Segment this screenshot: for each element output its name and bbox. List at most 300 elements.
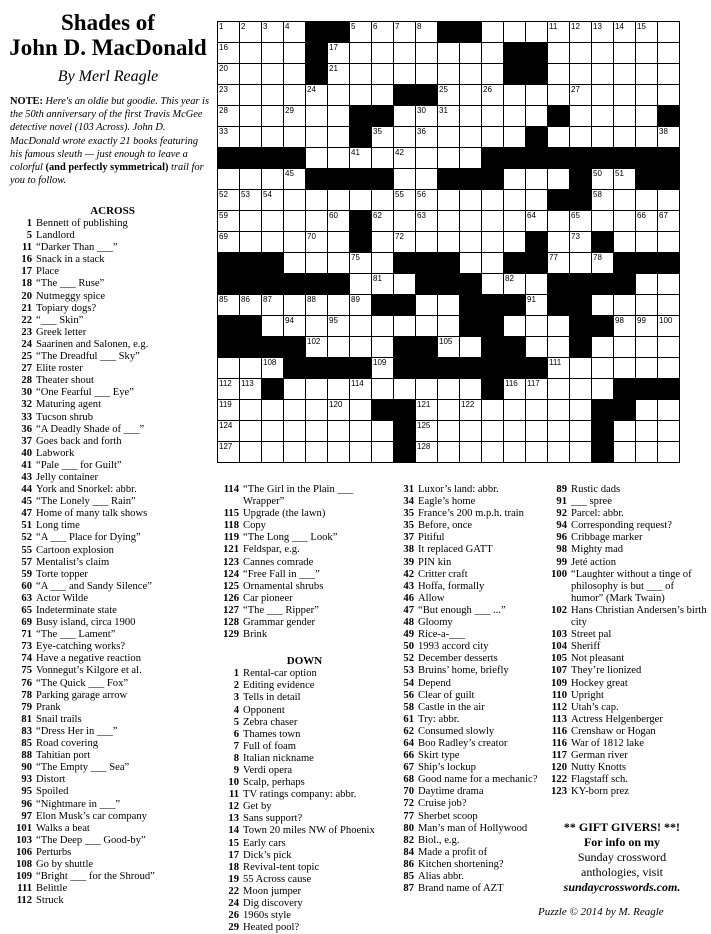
grid-cell[interactable] xyxy=(438,190,460,211)
grid-cell[interactable] xyxy=(372,274,394,295)
grid-cell[interactable] xyxy=(548,211,570,232)
across-clue[interactable] xyxy=(217,617,392,629)
grid-cell[interactable] xyxy=(460,190,482,211)
across-clue[interactable] xyxy=(10,786,215,798)
grid-cell[interactable] xyxy=(328,43,350,64)
grid-cell[interactable] xyxy=(482,253,504,274)
grid-cell[interactable] xyxy=(372,22,394,43)
down-clue[interactable] xyxy=(217,874,392,886)
grid-cell[interactable] xyxy=(306,442,328,463)
grid-cell[interactable] xyxy=(350,337,372,358)
grid-cell[interactable] xyxy=(284,316,306,337)
across-clue[interactable] xyxy=(10,859,215,871)
across-clue[interactable] xyxy=(10,726,215,738)
grid-cell[interactable] xyxy=(350,421,372,442)
down-clue[interactable] xyxy=(545,544,708,556)
grid-cell[interactable] xyxy=(438,211,460,232)
down-clue[interactable] xyxy=(392,750,542,762)
grid-cell[interactable] xyxy=(592,169,614,190)
grid-cell[interactable] xyxy=(328,379,350,400)
across-clue[interactable] xyxy=(217,569,392,581)
grid-cell[interactable] xyxy=(504,22,526,43)
grid-cell[interactable] xyxy=(240,358,262,379)
across-clue[interactable] xyxy=(217,520,392,532)
across-clue[interactable] xyxy=(10,823,215,835)
grid-cell[interactable] xyxy=(240,64,262,85)
across-clue[interactable] xyxy=(10,496,215,508)
across-clue[interactable] xyxy=(10,532,215,544)
grid-cell[interactable] xyxy=(482,106,504,127)
grid-cell[interactable] xyxy=(394,190,416,211)
grid-cell[interactable] xyxy=(592,190,614,211)
grid-cell[interactable] xyxy=(482,421,504,442)
grid-cell[interactable] xyxy=(372,379,394,400)
grid-cell[interactable] xyxy=(328,421,350,442)
grid-cell[interactable] xyxy=(262,106,284,127)
grid-cell[interactable] xyxy=(416,190,438,211)
grid-cell[interactable] xyxy=(350,64,372,85)
down-clue[interactable] xyxy=(392,798,542,810)
grid-cell[interactable] xyxy=(460,85,482,106)
across-clue[interactable] xyxy=(10,375,215,387)
grid-cell[interactable] xyxy=(658,64,680,85)
grid-cell[interactable] xyxy=(526,190,548,211)
grid-cell[interactable] xyxy=(482,85,504,106)
across-clue[interactable] xyxy=(10,714,215,726)
down-clue[interactable] xyxy=(545,702,708,714)
grid-cell[interactable] xyxy=(504,85,526,106)
grid-cell[interactable] xyxy=(614,22,636,43)
grid-cell[interactable] xyxy=(614,421,636,442)
grid-cell[interactable] xyxy=(548,337,570,358)
grid-cell[interactable] xyxy=(416,22,438,43)
grid-cell[interactable] xyxy=(636,421,658,442)
grid-cell[interactable] xyxy=(658,358,680,379)
grid-cell[interactable] xyxy=(416,316,438,337)
grid-cell[interactable] xyxy=(284,211,306,232)
grid-cell[interactable] xyxy=(394,232,416,253)
grid-cell[interactable] xyxy=(350,379,372,400)
grid-cell[interactable] xyxy=(306,232,328,253)
grid-cell[interactable] xyxy=(636,127,658,148)
grid-cell[interactable] xyxy=(614,232,636,253)
grid-cell[interactable] xyxy=(372,43,394,64)
down-clue[interactable] xyxy=(392,714,542,726)
grid-cell[interactable] xyxy=(570,400,592,421)
grid-cell[interactable] xyxy=(460,127,482,148)
grid-cell[interactable] xyxy=(218,400,240,421)
down-clue[interactable] xyxy=(392,605,542,617)
grid-cell[interactable] xyxy=(636,274,658,295)
grid-cell[interactable] xyxy=(460,43,482,64)
across-clue[interactable] xyxy=(10,605,215,617)
grid-cell[interactable] xyxy=(218,22,240,43)
across-clue[interactable] xyxy=(217,508,392,520)
across-clue[interactable] xyxy=(10,617,215,629)
down-clue[interactable] xyxy=(392,532,542,544)
down-clue[interactable] xyxy=(392,847,542,859)
grid-cell[interactable] xyxy=(416,211,438,232)
grid-cell[interactable] xyxy=(570,106,592,127)
down-clue[interactable] xyxy=(392,557,542,569)
grid-cell[interactable] xyxy=(548,22,570,43)
grid-cell[interactable] xyxy=(614,442,636,463)
down-clue[interactable] xyxy=(545,484,708,496)
grid-cell[interactable] xyxy=(460,106,482,127)
grid-cell[interactable] xyxy=(372,358,394,379)
grid-cell[interactable] xyxy=(526,22,548,43)
grid-cell[interactable] xyxy=(284,85,306,106)
grid-cell[interactable] xyxy=(592,358,614,379)
grid-cell[interactable] xyxy=(614,85,636,106)
grid-cell[interactable] xyxy=(372,190,394,211)
down-clue[interactable] xyxy=(545,569,708,605)
grid-cell[interactable] xyxy=(350,295,372,316)
grid-cell[interactable] xyxy=(328,106,350,127)
grid-cell[interactable] xyxy=(328,442,350,463)
grid-cell[interactable] xyxy=(372,316,394,337)
grid-cell[interactable] xyxy=(350,85,372,106)
down-clue[interactable] xyxy=(217,813,392,825)
across-clue[interactable] xyxy=(10,387,215,399)
across-clue[interactable] xyxy=(10,653,215,665)
grid-cell[interactable] xyxy=(394,169,416,190)
grid-cell[interactable] xyxy=(262,442,284,463)
grid-cell[interactable] xyxy=(548,232,570,253)
grid-cell[interactable] xyxy=(240,400,262,421)
grid-cell[interactable] xyxy=(438,148,460,169)
grid-cell[interactable] xyxy=(262,421,284,442)
grid-cell[interactable] xyxy=(416,127,438,148)
grid-cell[interactable] xyxy=(460,442,482,463)
across-clue[interactable] xyxy=(217,484,392,508)
across-clue[interactable] xyxy=(10,895,215,907)
grid-cell[interactable] xyxy=(218,169,240,190)
across-clue[interactable] xyxy=(10,242,215,254)
across-clue[interactable] xyxy=(10,399,215,411)
grid-cell[interactable] xyxy=(658,316,680,337)
grid-cell[interactable] xyxy=(218,379,240,400)
grid-cell[interactable] xyxy=(416,379,438,400)
grid-cell[interactable] xyxy=(504,400,526,421)
grid-cell[interactable] xyxy=(658,22,680,43)
grid-cell[interactable] xyxy=(416,43,438,64)
grid-cell[interactable] xyxy=(614,169,636,190)
grid-cell[interactable] xyxy=(240,442,262,463)
grid-cell[interactable] xyxy=(548,85,570,106)
grid-cell[interactable] xyxy=(460,400,482,421)
down-clue[interactable] xyxy=(217,777,392,789)
grid-cell[interactable] xyxy=(548,316,570,337)
grid-cell[interactable] xyxy=(526,274,548,295)
grid-cell[interactable] xyxy=(504,421,526,442)
grid-cell[interactable] xyxy=(504,379,526,400)
grid-cell[interactable] xyxy=(504,190,526,211)
down-clue[interactable] xyxy=(545,508,708,520)
down-clue[interactable] xyxy=(545,665,708,677)
across-clue[interactable] xyxy=(217,629,392,641)
grid-cell[interactable] xyxy=(438,43,460,64)
grid-cell[interactable] xyxy=(570,421,592,442)
grid-cell[interactable] xyxy=(394,316,416,337)
across-clue[interactable] xyxy=(10,811,215,823)
grid-cell[interactable] xyxy=(372,85,394,106)
grid-cell[interactable] xyxy=(372,337,394,358)
grid-cell[interactable] xyxy=(328,211,350,232)
grid-cell[interactable] xyxy=(482,400,504,421)
down-clue[interactable] xyxy=(217,801,392,813)
grid-cell[interactable] xyxy=(548,400,570,421)
down-clue[interactable] xyxy=(217,922,392,934)
grid-cell[interactable] xyxy=(240,22,262,43)
grid-cell[interactable] xyxy=(614,106,636,127)
grid-cell[interactable] xyxy=(284,169,306,190)
across-clue[interactable] xyxy=(10,278,215,290)
grid-cell[interactable] xyxy=(460,148,482,169)
grid-cell[interactable] xyxy=(416,442,438,463)
grid-cell[interactable] xyxy=(658,295,680,316)
grid-cell[interactable] xyxy=(350,400,372,421)
grid-cell[interactable] xyxy=(262,400,284,421)
grid-cell[interactable] xyxy=(548,253,570,274)
across-clue[interactable] xyxy=(10,762,215,774)
grid-cell[interactable] xyxy=(570,379,592,400)
down-clue[interactable] xyxy=(392,811,542,823)
grid-cell[interactable] xyxy=(526,295,548,316)
grid-cell[interactable] xyxy=(592,106,614,127)
grid-cell[interactable] xyxy=(592,211,614,232)
across-clue[interactable] xyxy=(217,557,392,569)
down-clue[interactable] xyxy=(545,496,708,508)
grid-cell[interactable] xyxy=(394,127,416,148)
down-clue[interactable] xyxy=(545,738,708,750)
grid-cell[interactable] xyxy=(482,442,504,463)
grid-cell[interactable] xyxy=(328,253,350,274)
grid-cell[interactable] xyxy=(218,190,240,211)
grid-cell[interactable] xyxy=(636,400,658,421)
grid-cell[interactable] xyxy=(262,295,284,316)
grid-cell[interactable] xyxy=(394,43,416,64)
grid-cell[interactable] xyxy=(416,169,438,190)
down-clue[interactable] xyxy=(392,835,542,847)
down-clue[interactable] xyxy=(392,629,542,641)
grid-cell[interactable] xyxy=(438,379,460,400)
grid-cell[interactable] xyxy=(218,64,240,85)
across-clue[interactable] xyxy=(10,424,215,436)
grid-cell[interactable] xyxy=(636,316,658,337)
grid-cell[interactable] xyxy=(548,127,570,148)
down-clue[interactable] xyxy=(545,786,708,798)
grid-cell[interactable] xyxy=(306,253,328,274)
grid-cell[interactable] xyxy=(482,232,504,253)
grid-cell[interactable] xyxy=(658,190,680,211)
grid-cell[interactable] xyxy=(262,232,284,253)
across-clue[interactable] xyxy=(10,799,215,811)
grid-cell[interactable] xyxy=(636,442,658,463)
grid-cell[interactable] xyxy=(570,253,592,274)
grid-cell[interactable] xyxy=(482,127,504,148)
grid-cell[interactable] xyxy=(284,379,306,400)
grid-cell[interactable] xyxy=(526,400,548,421)
grid-cell[interactable] xyxy=(526,379,548,400)
grid-cell[interactable] xyxy=(306,148,328,169)
grid-cell[interactable] xyxy=(504,442,526,463)
across-clue[interactable] xyxy=(10,254,215,266)
grid-cell[interactable] xyxy=(570,211,592,232)
grid-cell[interactable] xyxy=(416,421,438,442)
down-clue[interactable] xyxy=(392,665,542,677)
grid-cell[interactable] xyxy=(636,295,658,316)
grid-cell[interactable] xyxy=(438,85,460,106)
down-clue[interactable] xyxy=(545,520,708,532)
grid-cell[interactable] xyxy=(394,274,416,295)
grid-cell[interactable] xyxy=(328,190,350,211)
grid-cell[interactable] xyxy=(218,232,240,253)
grid-cell[interactable] xyxy=(328,316,350,337)
across-clue[interactable] xyxy=(10,883,215,895)
grid-cell[interactable] xyxy=(240,85,262,106)
down-clue[interactable] xyxy=(392,690,542,702)
across-clue[interactable] xyxy=(10,218,215,230)
grid-cell[interactable] xyxy=(460,211,482,232)
down-clue[interactable] xyxy=(217,692,392,704)
down-clue[interactable] xyxy=(545,714,708,726)
down-clue[interactable] xyxy=(217,898,392,910)
grid-cell[interactable] xyxy=(636,64,658,85)
down-clue[interactable] xyxy=(545,557,708,569)
across-clue[interactable] xyxy=(10,835,215,847)
grid-cell[interactable] xyxy=(504,274,526,295)
down-clue[interactable] xyxy=(392,544,542,556)
grid-cell[interactable] xyxy=(218,295,240,316)
across-clue[interactable] xyxy=(10,291,215,303)
grid-cell[interactable] xyxy=(218,358,240,379)
down-clue[interactable] xyxy=(392,871,542,883)
grid-cell[interactable] xyxy=(658,337,680,358)
grid-cell[interactable] xyxy=(262,127,284,148)
grid-cell[interactable] xyxy=(526,85,548,106)
grid-cell[interactable] xyxy=(240,421,262,442)
across-clue[interactable] xyxy=(10,520,215,532)
across-clue[interactable] xyxy=(10,545,215,557)
grid-cell[interactable] xyxy=(284,127,306,148)
grid-cell[interactable] xyxy=(328,232,350,253)
grid-cell[interactable] xyxy=(284,295,306,316)
grid-cell[interactable] xyxy=(438,232,460,253)
grid-cell[interactable] xyxy=(438,295,460,316)
grid-cell[interactable] xyxy=(636,190,658,211)
grid-cell[interactable] xyxy=(548,421,570,442)
grid-cell[interactable] xyxy=(460,337,482,358)
grid-cell[interactable] xyxy=(240,211,262,232)
grid-cell[interactable] xyxy=(416,400,438,421)
across-clue[interactable] xyxy=(10,569,215,581)
grid-cell[interactable] xyxy=(570,43,592,64)
grid-cell[interactable] xyxy=(438,106,460,127)
grid-cell[interactable] xyxy=(614,64,636,85)
grid-cell[interactable] xyxy=(394,22,416,43)
grid-cell[interactable] xyxy=(526,211,548,232)
grid-cell[interactable] xyxy=(328,148,350,169)
grid-cell[interactable] xyxy=(636,337,658,358)
grid-cell[interactable] xyxy=(614,337,636,358)
down-clue[interactable] xyxy=(392,484,542,496)
across-clue[interactable] xyxy=(10,230,215,242)
grid-cell[interactable] xyxy=(438,421,460,442)
grid-cell[interactable] xyxy=(592,127,614,148)
down-clue[interactable] xyxy=(545,726,708,738)
grid-cell[interactable] xyxy=(658,211,680,232)
grid-cell[interactable] xyxy=(658,400,680,421)
grid-cell[interactable] xyxy=(262,64,284,85)
down-clue[interactable] xyxy=(217,825,392,837)
across-clue[interactable] xyxy=(10,593,215,605)
grid-cell[interactable] xyxy=(482,211,504,232)
grid-cell[interactable] xyxy=(416,106,438,127)
grid-cell[interactable] xyxy=(218,211,240,232)
grid-cell[interactable] xyxy=(306,400,328,421)
down-clue[interactable] xyxy=(545,605,708,629)
across-clue[interactable] xyxy=(10,847,215,859)
grid-cell[interactable] xyxy=(526,106,548,127)
grid-cell[interactable] xyxy=(460,253,482,274)
grid-cell[interactable] xyxy=(240,169,262,190)
grid-cell[interactable] xyxy=(636,43,658,64)
grid-cell[interactable] xyxy=(570,127,592,148)
grid-cell[interactable] xyxy=(262,22,284,43)
down-clue[interactable] xyxy=(392,641,542,653)
down-clue[interactable] xyxy=(545,750,708,762)
across-clue[interactable] xyxy=(217,581,392,593)
down-clue[interactable] xyxy=(392,726,542,738)
grid-cell[interactable] xyxy=(372,442,394,463)
across-clue[interactable] xyxy=(10,266,215,278)
grid-cell[interactable] xyxy=(306,106,328,127)
grid-cell[interactable] xyxy=(284,442,306,463)
grid-cell[interactable] xyxy=(262,211,284,232)
down-clue[interactable] xyxy=(392,738,542,750)
grid-cell[interactable] xyxy=(570,358,592,379)
grid-cell[interactable] xyxy=(614,190,636,211)
grid-cell[interactable] xyxy=(592,379,614,400)
grid-cell[interactable] xyxy=(482,43,504,64)
down-clue[interactable] xyxy=(392,496,542,508)
grid-cell[interactable] xyxy=(284,190,306,211)
grid-cell[interactable] xyxy=(218,85,240,106)
down-clue[interactable] xyxy=(217,668,392,680)
grid-cell[interactable] xyxy=(262,169,284,190)
down-clue[interactable] xyxy=(392,702,542,714)
across-clue[interactable] xyxy=(10,327,215,339)
across-clue[interactable] xyxy=(10,557,215,569)
grid-cell[interactable] xyxy=(394,379,416,400)
across-clue[interactable] xyxy=(10,738,215,750)
across-clue[interactable] xyxy=(10,303,215,315)
down-clue[interactable] xyxy=(545,690,708,702)
across-clue[interactable] xyxy=(10,508,215,520)
down-clue[interactable] xyxy=(392,786,542,798)
grid-cell[interactable] xyxy=(394,106,416,127)
grid-cell[interactable] xyxy=(658,127,680,148)
down-clue[interactable] xyxy=(217,910,392,922)
across-clue[interactable] xyxy=(10,871,215,883)
grid-cell[interactable] xyxy=(548,43,570,64)
grid-cell[interactable] xyxy=(526,421,548,442)
grid-cell[interactable] xyxy=(262,85,284,106)
across-clue[interactable] xyxy=(217,593,392,605)
grid-cell[interactable] xyxy=(438,127,460,148)
down-clue[interactable] xyxy=(217,741,392,753)
